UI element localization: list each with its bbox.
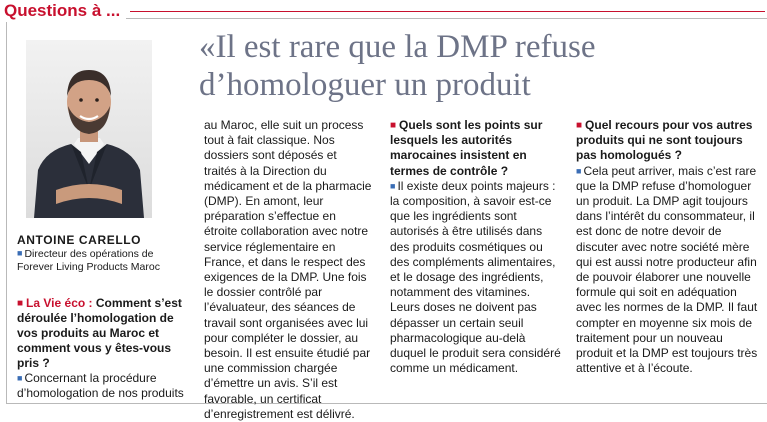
square-bullet-icon: ■ — [576, 165, 582, 176]
answer-1-start — [17, 371, 189, 401]
square-bullet-icon: ■ — [390, 180, 396, 191]
square-bullet-icon: ■ — [17, 373, 23, 383]
section-title: Questions à ... — [0, 0, 126, 22]
question-1-block — [17, 296, 189, 401]
interviewee-role — [17, 247, 177, 274]
answer-1-continued: au Maroc, elle suit un process tout à fait classique. Nos dossiers sont déposés et traités à la Direction du médicament et de la pharmacie (DMP). En amont, leur préparation s’effectue en étroite collaboration avec notre service réglementaire en France, et dans le respect des exigences de la DMP. Une fois le dossier contrôlé par l’évaluateur, des séances de travail sont organisées avec lui pour compléter le dossier, au besoin. Il est ensuite étudié par une commission chargée d’émettre un avis. S’il est favorable, un certificat d’enregistrement est délivré. — [204, 118, 372, 421]
answer-3 — [576, 164, 758, 377]
question-3-text: Quel recours pour vos autres produits qui ne sont toujours pas homologués ? — [576, 118, 753, 163]
square-bullet-icon: ■ — [576, 120, 583, 131]
section-rule — [130, 11, 765, 12]
headline: «Il est rare que la DMP refuse d’homologuer un produit — [199, 29, 596, 103]
portrait-illustration — [26, 40, 152, 218]
question-1-text: Comment s’est déroulée l’homologation de vos produits au Maroc et comment vous y êtes-vous pris ? — [17, 296, 182, 370]
question-2-text: Quels sont les points sur lesquels les autorités marocaines insistent en termes de contrôle ? — [390, 118, 543, 178]
answer-1-start-text: Concernant la procédure d’homologation de nos produits — [17, 371, 184, 400]
question-1 — [17, 296, 189, 371]
answer-2 — [390, 179, 562, 377]
interviewee-name: ANTOINE CARELLO — [17, 233, 142, 247]
publication-label: La Vie éco : — [26, 296, 93, 310]
question-3 — [576, 118, 758, 164]
square-bullet-icon: ■ — [17, 248, 23, 258]
interviewee-role-text: Directeur des opérations de Forever Living Products Maroc — [17, 248, 160, 273]
square-bullet-icon: ■ — [17, 298, 24, 309]
column-1 — [204, 118, 372, 422]
answer-2-text: Il existe deux points majeurs : la composition, à savoir est-ce que les ingrédients sont autorisés à être utilisés dans des produits cosmétiques ou des compléments alimentaires, et le dosage des ingrédients, notamment des vitamines. Leurs doses ne doivent pas dépasser un certain seuil pharmacologique au-delà duquel le produit sera considéré comme un médicament. — [390, 178, 561, 376]
answer-3-text: Cela peut arriver, mais c’est rare que la DMP refuse d’homologuer un produit. La DMP agit toujours dans l’intérêt du consommateur, il est donc de notre devoir de discuter avec notre société mère qui est aussi notre producteur afin de pouvoir élaborer une nouvelle formule qui soit en adéquation avec les normes de la DMP. Il faut compter en moyenne six mois de traitement pour un nouveau produit et la DMP est toujours très attentive et à l’écoute. — [576, 163, 758, 376]
column-3 — [576, 118, 758, 376]
square-bullet-icon: ■ — [390, 120, 397, 131]
column-2 — [390, 118, 562, 376]
question-2 — [390, 118, 562, 179]
interviewee-photo — [26, 40, 152, 218]
